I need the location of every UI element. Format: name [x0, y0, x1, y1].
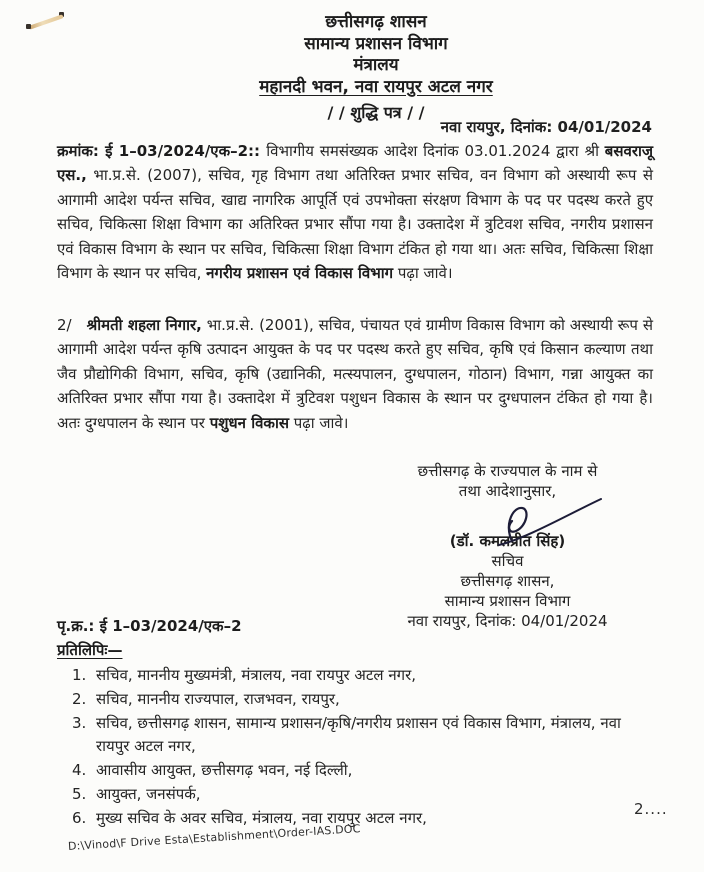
copy-to-list: [72, 664, 654, 831]
signatory-org-1: छत्तीसगढ़ शासन,: [460, 572, 555, 590]
ministry-line: मंत्रालय: [353, 55, 399, 75]
copy-item: [72, 712, 654, 758]
order-paragraph-2: 2/ श्रीमती शहला निगार, भा.प्र.से. (2001), सचिव, पंचायत एवं ग्रामीण विकास विभाग को अस्थायी रूप से आगामी आदेश पर्यन्त कृषि उत्पादन आयुक्त के पद पर पदस्थ करते हुए सचिव, कृषि एवं किसान कल्याण तथा जैव प्रौद्योगिकी विभाग, सचिव, कृषि (उद्यानिकी, मत्स्यपालन, दुग्धपालन, गोठान) विभाग, गन्ना आयुक्त का अतिरिक्त प्रभार सौंपा गया है। उक्तादेश में त्रुटिवश पशुधन विकास के स्थान पर दुग्धपालन टंकित हो गया है। अतः दुग्धपालन के स्थान पर पशुधन विकास पढ़ा जावे।: [57, 316, 653, 432]
signature-scribble: [495, 493, 607, 549]
order-paragraph-1: क्रमांक: ई 1–03/2024/एक–2:: विभागीय समसंख्यक आदेश दिनांक 03.01.2024 द्वारा श्री बसवराजू एस., भा.प्र.से. (2007), सचिव, गृह विभाग तथा अतिरिक्त प्रभार सचिव, वन विभाग को अस्थायी रूप से आगामी आदेश पर्यन्त सचिव, खाद्य नागरिक आपूर्ति एवं उपभोक्ता संरक्षण विभाग के पद पर पदस्थ करते हुए सचिव, चिकित्सा शिक्षा विभाग का अतिरिक्त प्रभार सौंपा गया है। उक्तादेश में त्रुटिवश सचिव, नगरीय प्रशासन एवं विकास विभाग के स्थान पर सचिव, चिकित्सा शिक्षा विभाग टंकित हो गया था। अतः सचिव, चिकित्सा शिक्षा विभाग के स्थान पर सचिव, नगरीय प्रशासन एवं विकास विभाग पढ़ा जावे।: [57, 142, 653, 283]
copy-item-text: मुख्य सचिव के अवर सचिव, मंत्रालय, नवा रायपुर अटल नगर,: [96, 809, 427, 827]
copy-item-number: 4.: [72, 761, 87, 779]
subject-corrigendum: / / शुद्धि पत्र / /: [327, 103, 425, 122]
copy-item-text: आयुक्त, जनसंपर्क,: [96, 785, 201, 803]
copy-item-text: आवासीय आयुक्त, छत्तीसगढ़ भवन, नई दिल्ली,: [96, 761, 353, 779]
signatory-designation: सचिव: [491, 552, 524, 570]
endorsement-ref-no: पृ.क्र.: ई 1–03/2024/एक–2: [57, 617, 242, 635]
signature-block: [345, 461, 670, 631]
by-order-line-1: छत्तीसगढ़ के राज्यपाल के नाम से: [417, 462, 598, 480]
address-line: महानदी भवन, नवा रायपुर अटल नगर: [259, 76, 493, 97]
copy-item-number: 5.: [72, 785, 87, 803]
by-order-line-2: तथा आदेशानुसार,: [458, 482, 557, 500]
copy-item-number: 3.: [72, 714, 87, 732]
copy-item: [72, 664, 654, 687]
next-page-marker: 2....: [634, 800, 668, 818]
copy-to-label: प्रतिलिपिः—: [57, 641, 123, 659]
copy-item-number: 1.: [72, 666, 87, 684]
copy-item: [72, 688, 654, 711]
copy-item: [72, 783, 654, 806]
copy-item-number: 6.: [72, 809, 87, 827]
copy-item: [72, 807, 654, 830]
copy-item-text: सचिव, छत्तीसगढ़ शासन, सामान्य प्रशासन/कृषि/नगरीय प्रशासन एवं विकास विभाग, मंत्रालय, नवा रायपुर अटल नगर,: [96, 714, 621, 755]
government-name: छत्तीसगढ़ शासन: [325, 12, 427, 32]
copy-item-text: सचिव, माननीय मुख्यमंत्री, मंत्रालय, नवा रायपुर अटल नगर,: [96, 666, 417, 684]
document-file-path: D:\Vinod\F Drive Esta\Establishment\Order-IAS.DOC: [67, 822, 361, 853]
place-date-top: नवा रायपुर, दिनांक: 04/01/2024: [440, 118, 652, 136]
copy-item-text: सचिव, माननीय राज्यपाल, राजभवन, रायपुर,: [96, 690, 340, 708]
place-date-bottom: नवा रायपुर, दिनांक: 04/01/2024: [407, 612, 608, 630]
copy-item-number: 2.: [72, 690, 87, 708]
letterhead: [46, 12, 704, 124]
department-name: सामान्य प्रशासन विभाग: [304, 33, 448, 54]
copy-item: [72, 759, 654, 782]
staple-tip: [26, 24, 31, 29]
signatory-name: (डॉ. कमलप्रीत सिंह): [449, 532, 566, 550]
signatory-org-2: सामान्य प्रशासन विभाग: [444, 592, 571, 610]
